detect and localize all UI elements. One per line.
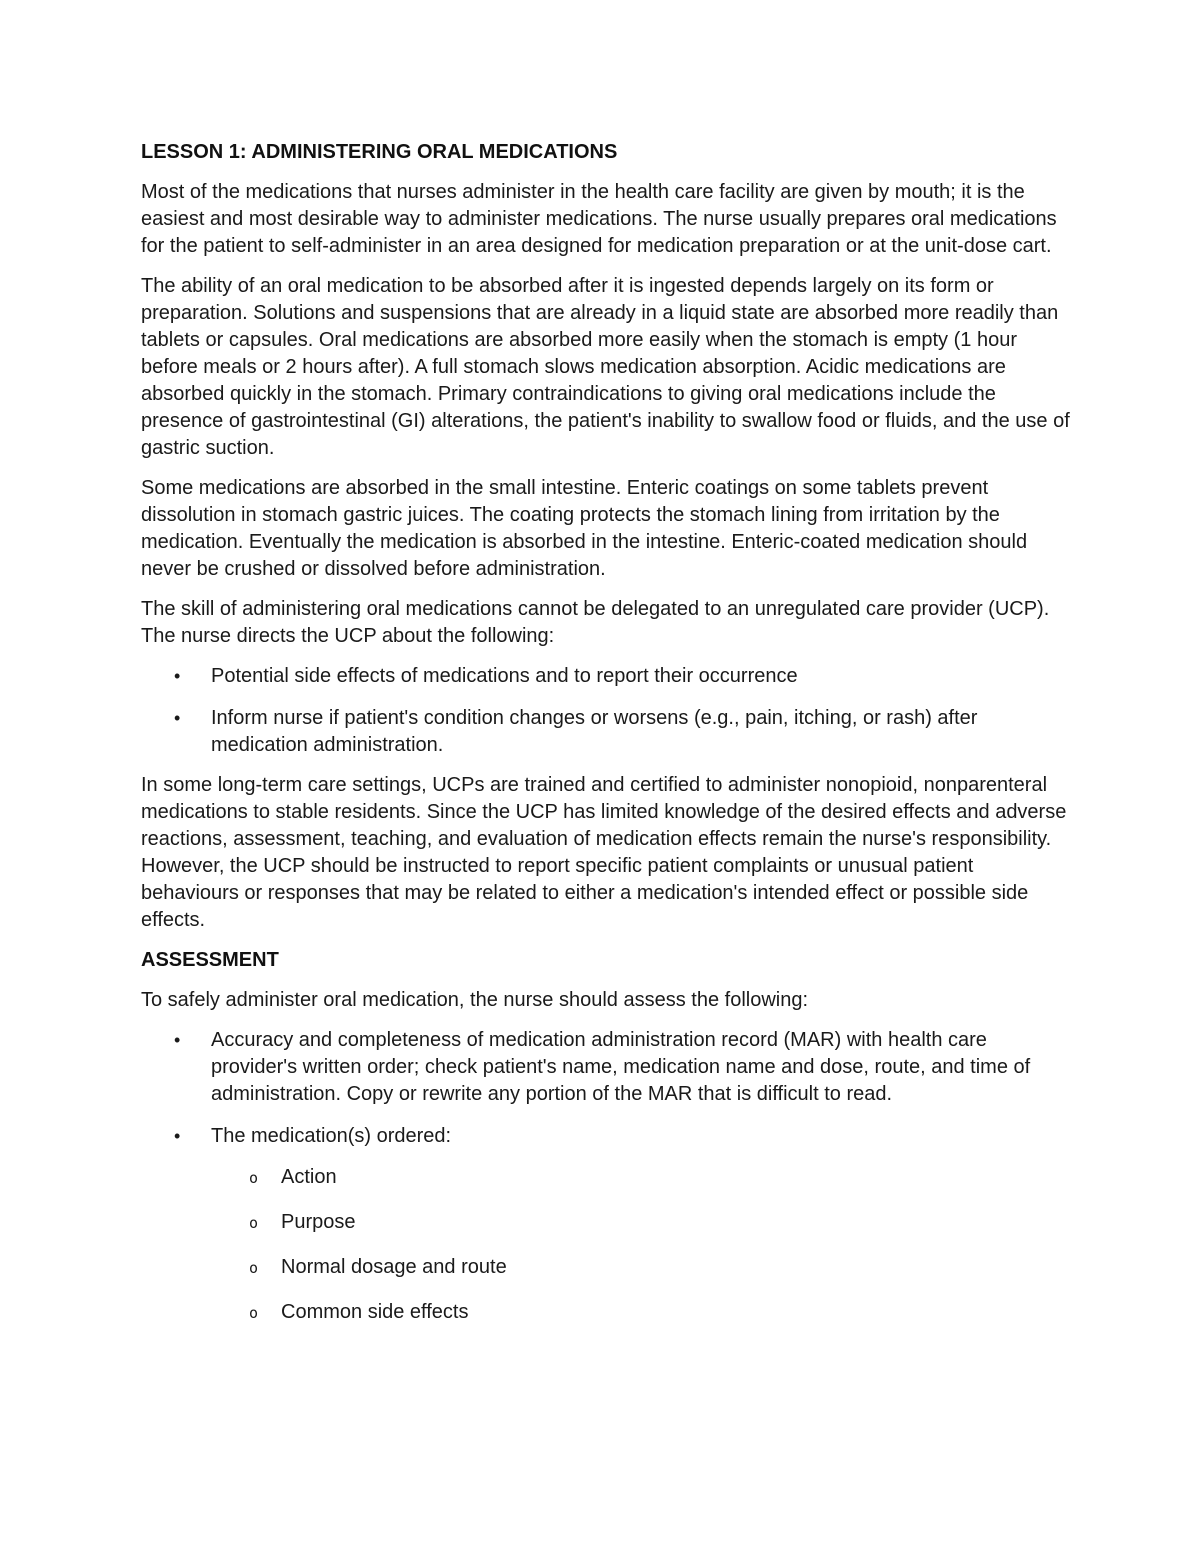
document-title: LESSON 1: ADMINISTERING ORAL MEDICATIONS [141, 141, 618, 163]
longterm-care-paragraph: In some long-term care settings, UCPs are trained and certified to administer nonopioid, nonparenteral medications to stable residents. Since the UCP has limited knowledge of the desired effects and adverse reactions, assessment, teaching, and evaluation of medication effects remain the nurse's responsibility. However, the UCP should be instructed to report specific patient complaints or unusual patient behaviours or responses that may be related to either a medication's intended effect or possible side effects. [141, 774, 1067, 931]
sub-bullet-icon: o [249, 1304, 259, 1322]
list-item [141, 1027, 1071, 1108]
bullet-icon: • [174, 708, 181, 728]
sub-list-item [211, 1254, 1071, 1281]
sub-list-item [211, 1299, 1071, 1326]
bullet-icon: • [174, 666, 181, 686]
sub-bullet-icon: o [249, 1214, 259, 1232]
sub-list-item-text: Purpose [281, 1211, 356, 1233]
assessment-bullet-list [141, 1027, 1071, 1326]
sub-list-item-text: Normal dosage and route [281, 1256, 507, 1278]
list-item-text: The medication(s) ordered: [211, 1125, 452, 1147]
list-item-text: Inform nurse if patient's condition changes or worsens (e.g., pain, itching, or rash) after medication administration. [211, 707, 978, 756]
ucp-bullet-list [141, 663, 1071, 759]
bullet-icon: • [174, 1126, 181, 1146]
list-item [141, 663, 1071, 690]
sub-bullet-icon: o [249, 1259, 259, 1277]
assessment-heading: ASSESSMENT [141, 949, 279, 971]
document-page [141, 139, 1071, 1344]
intro-paragraph-4: The skill of administering oral medications cannot be delegated to an unregulated care provider (UCP). The nurse directs the UCP about the following: [141, 598, 1050, 647]
list-item [141, 705, 1071, 759]
list-item-text: Potential side effects of medications and to report their occurrence [211, 665, 798, 687]
sub-list-item [211, 1209, 1071, 1236]
list-item [141, 1123, 1071, 1326]
sub-list-item-text: Action [281, 1166, 337, 1188]
sub-bullet-icon: o [249, 1169, 259, 1187]
bullet-icon: • [174, 1030, 181, 1050]
sub-list-item-text: Common side effects [281, 1301, 469, 1323]
medication-subitem-list [211, 1164, 1071, 1326]
assessment-intro: To safely administer oral medication, the nurse should assess the following: [141, 989, 809, 1011]
intro-paragraph-2: The ability of an oral medication to be absorbed after it is ingested depends largely on its form or preparation. Solutions and suspensions that are already in a liquid state are absorbed more readily than tablets or capsules. Oral medications are absorbed more easily when the stomach is empty (1 hour before meals or 2 hours after). A full stomach slows medication absorption. Acidic medications are absorbed quickly in the stomach. Primary contraindications to giving oral medications include the presence of gastrointestinal (GI) alterations, the patient's inability to swallow food or fluids, and the use of gastric suction. [141, 275, 1070, 459]
intro-paragraph-1: Most of the medications that nurses administer in the health care facility are given by mouth; it is the easiest and most desirable way to administer medications. The nurse usually prepares oral medications for the patient to self-administer in an area designed for medication preparation or at the unit-dose cart. [141, 181, 1057, 257]
sub-list-item [211, 1164, 1071, 1191]
intro-paragraph-3: Some medications are absorbed in the small intestine. Enteric coatings on some tablets prevent dissolution in stomach gastric juices. The coating protects the stomach lining from irritation by the medication. Eventually the medication is absorbed in the intestine. Enteric-coated medication should never be crushed or dissolved before administration. [141, 477, 1028, 580]
list-item-text: Accuracy and completeness of medication administration record (MAR) with health care provider's written order; check patient's name, medication name and dose, route, and time of administration. Copy or rewrite any portion of the MAR that is difficult to read. [211, 1029, 1031, 1105]
